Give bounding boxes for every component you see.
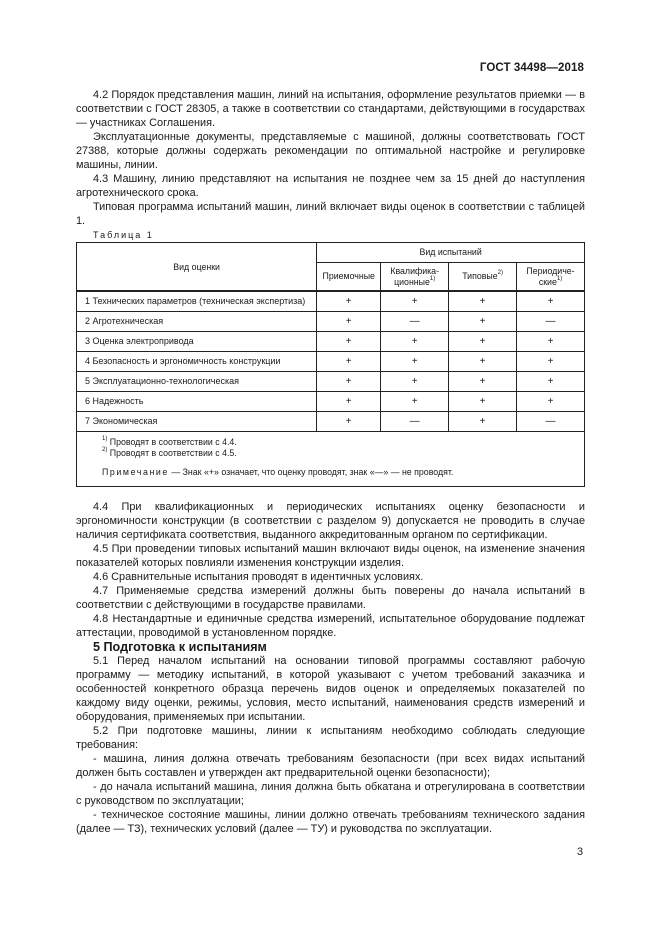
table-row [77,332,585,352]
table-row [77,372,585,392]
row-mark: + [449,392,517,412]
header-periodic: Периодиче-ские$^{1)}$ [517,263,585,292]
table-caption: Таблица 1 [93,230,154,240]
row-mark: + [449,312,517,332]
row-mark: + [517,352,585,372]
paragraph: 4.3 Машину, линию представляют на испытания не позднее чем за 15 дней до наступления агротехнического срока. [76,173,585,199]
row-mark: — [517,412,585,432]
paragraph: 5.1 Перед началом испытаний на основании типовой программы составляют рабочую программу — методику испытаний, в которой указывают с учетом требований заказчика и особенностей конкретного образца перечень видов оценок и определяемых показателей по каждому виду оценки, режимы, условия, место испытаний, наименования средств измерений и оборудования, применяемых при испытании. [76,655,585,723]
row-mark: + [317,332,381,352]
page-content [76,88,585,836]
document-code: ГОСТ 34498—2018 [479,62,584,74]
row-mark: + [449,291,517,312]
section-title: 5 Подготовка к испытаниям [93,640,267,654]
table-header-row [77,243,585,263]
row-mark: + [449,412,517,432]
row-mark: + [517,332,585,352]
row-name: 3 Оценка электропривода [77,332,317,352]
row-name: 2 Агротехническая [77,312,317,332]
row-mark: + [317,372,381,392]
row-mark: + [381,392,449,412]
footnote: $^{1)}$ Проводят в соответствии с 4.4. [102,436,237,447]
row-mark: + [449,352,517,372]
paragraph: 4.5 При проведении типовых испытаний машин включают виды оценок, на изменение значения показателей которых повлияли изменения конструкции изделия. [76,543,585,569]
paragraphs-mid [76,500,585,640]
row-name: 1 Технических параметров (техническая экспертиза) [77,291,317,312]
table-note: Примечание — Знак «+» означает, что оценку проводят, знак «—» — не проводят. [102,467,454,477]
row-mark: + [317,352,381,372]
row-mark: + [381,291,449,312]
row-mark: — [381,412,449,432]
table-row [77,312,585,332]
header-eval-type: Вид оценки [77,243,317,292]
row-mark: + [317,392,381,412]
paragraph: 5.2 При подготовке машины, линии к испытаниям необходимо соблюдать следующие требования: [76,725,585,751]
row-mark: + [517,372,585,392]
row-mark: + [517,291,585,312]
paragraph: Типовая программа испытаний машин, линий включает виды оценок в соответствии с таблицей 1. [76,201,585,227]
row-name: 4 Безопасность и эргономичность конструкции [77,352,317,372]
header-acceptance: Приемочные [317,263,381,292]
paragraph: - техническое состояние машины, линии должно отвечать требованиям технического задания (далее — ТЗ), технических условий (далее — ТУ) и руководства по эксплуатации. [76,809,585,835]
row-mark: + [317,412,381,432]
row-mark: — [517,312,585,332]
header-test-types: Вид испытаний [317,243,585,263]
paragraph: - машина, линия должна отвечать требованиям безопасности (при всех видах испытаний должен быть составлен и утвержден акт предварительной оценки безопасности); [76,753,585,779]
paragraph: 4.8 Нестандартные и единичные средства измерений, испытательное оборудование подлежат аттестации, проводимой в установленном порядке. [76,613,585,639]
row-mark: + [517,392,585,412]
page-number: 3 [576,846,583,858]
row-mark: + [449,332,517,352]
paragraph: 4.6 Сравнительные испытания проводят в идентичных условиях. [93,571,424,583]
header-typical: Типовые$^{2)}$ [449,263,517,292]
paragraph: 4.2 Порядок представления машин, линий на испытания, оформление результатов приемки — в соответствии с ГОСТ 28305, а также в соответствии со стандартами, действующими в государствах — участниках Соглашения. [76,89,585,129]
row-mark: + [317,312,381,332]
table-notes-row [77,432,585,487]
paragraph: - до начала испытаний машина, линия должна быть обкатана и отрегулирована в соответствии с руководством по эксплуатации; [76,781,585,807]
row-mark: + [381,352,449,372]
paragraph: 4.4 При квалификационных и периодических испытаниях оценку безопасности и эргономичности конструкции (в соответствии с разделом 9) допускается не проводить в случае наличия сертификата соответствия, выданного аккредитованным органом по сертификации. [76,501,585,541]
table-row [77,352,585,372]
row-name: 6 Надежность [77,392,317,412]
row-mark: — [381,312,449,332]
table-notes [77,432,585,487]
row-mark: + [317,291,381,312]
row-name: 5 Эксплуатационно-технологическая [77,372,317,392]
table-row [77,392,585,412]
row-mark: + [449,372,517,392]
footnote: $^{2)}$ Проводят в соответствии с 4.5. [102,447,237,458]
paragraph: Эксплуатационные документы, представляемые с машиной, должны соответствовать ГОСТ 27388, которые должны содержать рекомендации по оптимальной настройке и регулировке машины, линии. [76,131,585,171]
row-mark: + [381,372,449,392]
paragraph: 4.7 Применяемые средства измерений должны быть поверены до начала испытаний в соответствии с действующими в государстве правилами. [76,585,585,611]
table-row [77,291,585,312]
header-qualification: Квалифика-ционные$^{1)}$ [381,263,449,292]
table-row [77,412,585,432]
evaluation-table [76,242,585,487]
row-name: 7 Экономическая [77,412,317,432]
row-mark: + [381,332,449,352]
